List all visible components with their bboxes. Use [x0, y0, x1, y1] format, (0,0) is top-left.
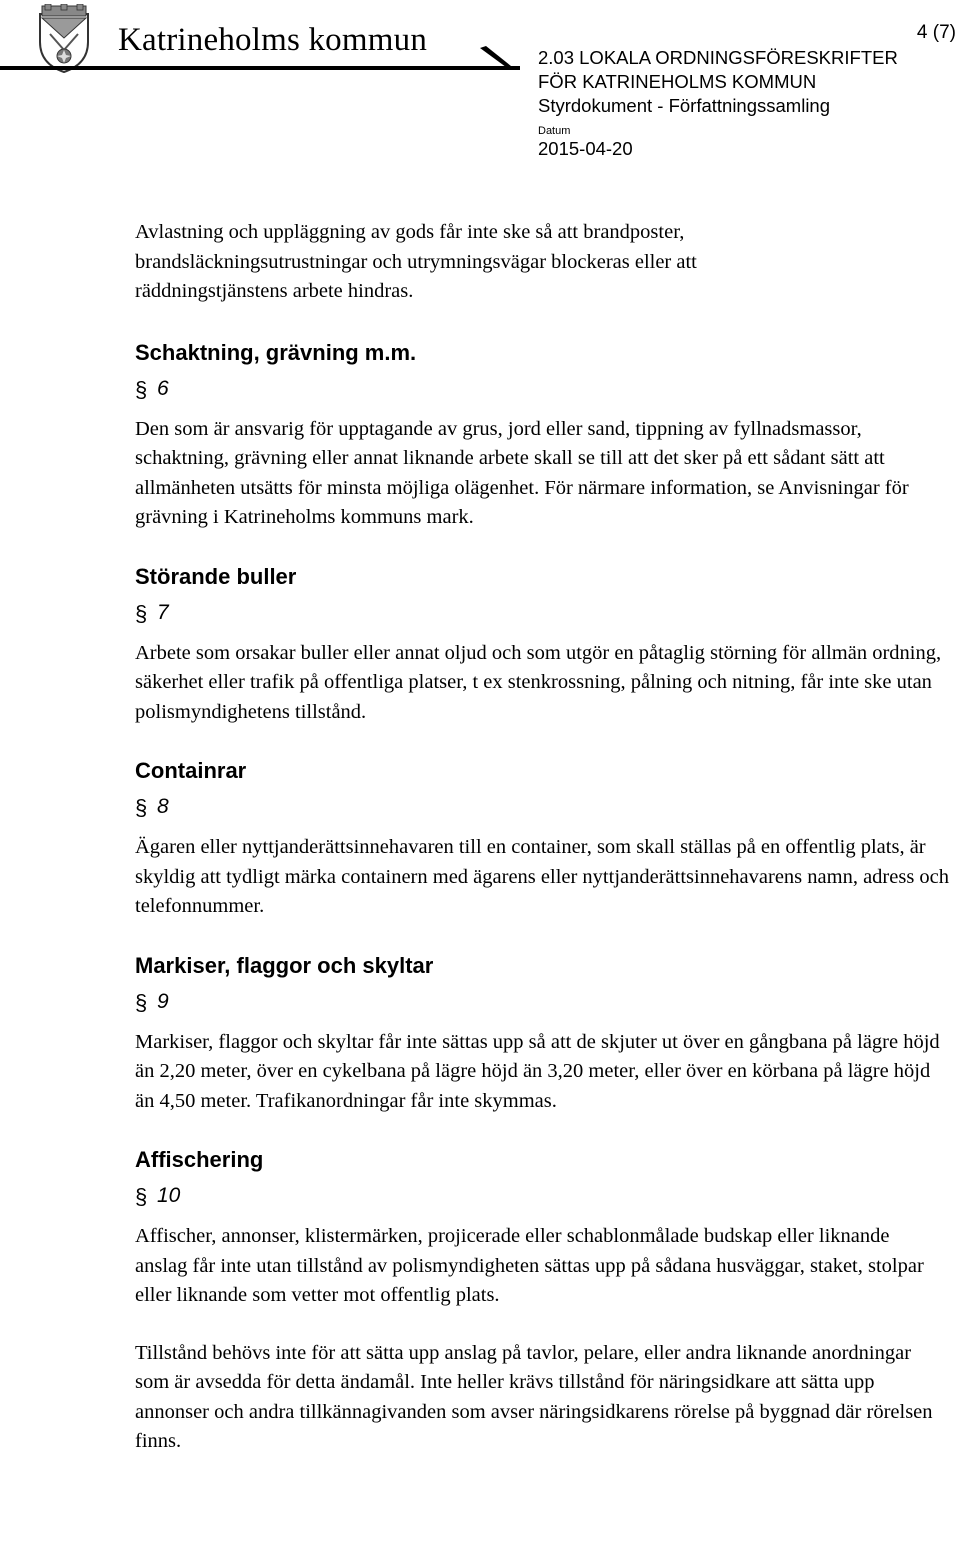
intro-paragraph: Avlastning och uppläggning av gods får inte ske så att brandposter, brandsläckningsutrustningar och utrymningsvägar blockeras eller att räddningstjänstens arbete hindras.: [135, 221, 697, 302]
paragraph-number: [135, 601, 955, 635]
document-title-line2: FÖR KATRINEHOLMS KOMMUN: [538, 71, 817, 92]
municipal-crest-icon: [36, 4, 92, 74]
paragraph-number-value: 9: [157, 989, 169, 1013]
section-text: Affischer, annonser, klistermärken, projicerade eller schablonmålade budskap eller liknande anslag får inte utan tillstånd av polismyndigheten sättas upp på sådana husväggar, staket, stolpar eller liknande som vetter mot offentlig plats.: [135, 1225, 924, 1306]
paragraph-number-value: 8: [157, 795, 169, 818]
paragraph-number: [135, 1184, 955, 1218]
document-info: [538, 46, 898, 160]
section-text: Markiser, flaggor och skyltar får inte sättas upp så att de skjuter ut över en gångbana på lägre höjd än 2,20 meter, över en cykelbana på lägre höjd än 3,20 meter, eller över en körbana på lägre höjd än 4,50 meter. Trafikanordningar får inte skymmas.: [135, 1030, 940, 1112]
paragraph-number-value: 6: [157, 376, 169, 400]
section-heading: Schaktning, grävning m.m.: [135, 339, 417, 365]
section-symbol: §: [135, 600, 148, 626]
page-number: 4 (7): [916, 22, 956, 43]
document-title: 2.03 LOKALA ORDNINGSFÖRESKRIFTER: [538, 47, 898, 68]
logo-underline: [0, 66, 520, 70]
section-text: Tillstånd behövs inte för att sätta upp anslag på tavlor, pelare, eller andra liknande anordningar som är avsedda för detta ändamål. Inte heller krävs tillstånd för näringsidkare att sätta upp annonser och andra tillkännagivanden som avser näringsidkarens rörelse på byggnad där rörelsen finns.: [135, 1341, 933, 1452]
section-symbol: §: [135, 376, 148, 402]
section-symbol: §: [135, 1184, 148, 1209]
section-heading: Markiser, flaggor och skyltar: [135, 952, 434, 978]
section-heading: Störande buller: [135, 563, 297, 589]
document-body: [135, 218, 955, 1457]
date-value: 2015-04-20: [538, 138, 633, 159]
section-heading: Affischering: [135, 1147, 264, 1172]
section-heading: Containrar: [135, 758, 247, 783]
logo-swoosh-icon: [470, 40, 530, 72]
section-text: Ägaren eller nyttjanderättsinnehavaren till en container, som skall ställas på en offentlig plats, är skyldig att tydligt märka containern med ägarens eller nyttjanderättsinnehavarens namn, adress och telefonnummer.: [135, 836, 950, 917]
section-symbol: §: [135, 795, 148, 820]
logo-wordmark: Katrineholms kommun: [118, 22, 428, 58]
page-header: [0, 0, 960, 160]
document-type: Styrdokument - Författningssamling: [538, 95, 831, 116]
paragraph-number: [135, 377, 955, 411]
section-symbol: §: [135, 989, 148, 1015]
paragraph-number-value: 7: [157, 600, 169, 624]
paragraph-number: [135, 990, 955, 1024]
section-text: Arbete som orsakar buller eller annat oljud och som utgör en påtaglig störning för allmän ordning, säkerhet eller trafik på offentliga platser, t ex stenkrossning, pålning och nitning, får inte ske utan polismyndighetens tillstånd.: [135, 641, 942, 723]
section-text: Den som är ansvarig för upptagande av grus, jord eller sand, tippning av fyllnadsmassor, schaktning, grävning eller annat liknande arbete skall se till att det sker på ett sådant sätt att allmänheten utsätts för minsta möjliga olägenhet. För närmare information, se Anvisningar för grävning i Katrineholms kommuns mark.: [135, 417, 909, 528]
paragraph-number: [135, 795, 955, 829]
date-label: Datum: [538, 125, 571, 137]
paragraph-number-value: 10: [157, 1184, 181, 1207]
